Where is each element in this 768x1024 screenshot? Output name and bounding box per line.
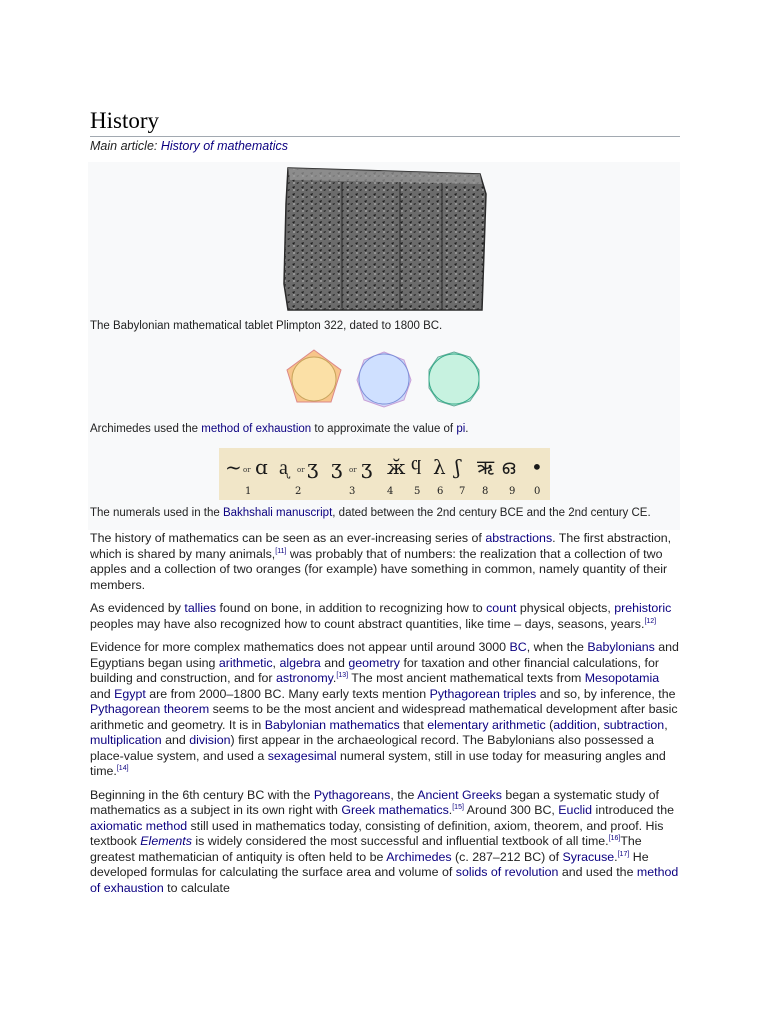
- link-syracuse[interactable]: Syracuse: [562, 849, 615, 864]
- link-algebra[interactable]: algebra: [279, 655, 321, 670]
- paragraph-1: The history of mathematics can be seen as an ever-increasing series of abstractions. The first abstraction, which is shared by many animals,[11] was probably that of numbers: the realization that a collection of two apples and a collection of two oranges (for example) have something in common, namely quantity of their members.: [90, 531, 672, 592]
- link-subtraction[interactable]: subtraction: [603, 717, 665, 732]
- numeral-label: 2: [295, 486, 302, 497]
- numeral-label: 4: [387, 486, 394, 497]
- link-tallies[interactable]: tallies: [184, 601, 217, 615]
- link-sexagesimal[interactable]: sexagesimal: [267, 748, 337, 763]
- numeral-glyph: ʒ: [361, 455, 373, 479]
- paragraph-2: As evidenced by tallies found on bone, in addition to recognizing how to count physical objects, prehistoric peoples may have also recognized how to count abstract quantities, like time – days, seasons, years.[12]: [90, 601, 672, 631]
- numeral-or: or: [349, 466, 357, 474]
- link-babylonians[interactable]: Babylonians: [587, 640, 655, 654]
- link-archimedes[interactable]: Archimedes: [386, 849, 452, 864]
- numeral-or: or: [243, 466, 251, 474]
- main-article-link[interactable]: History of mathematics: [160, 139, 288, 153]
- numeral-label: 8: [482, 486, 489, 497]
- caption-bakhshali: The numerals used in the Bakhshali manuscript, dated between the 2nd century BCE and the 2nd century CE.: [90, 507, 651, 519]
- link-method-of-exhaustion-2[interactable]: method of exhaustion: [90, 865, 679, 895]
- numeral-glyph: ʒ: [307, 455, 319, 479]
- link-abstractions[interactable]: abstractions: [485, 531, 553, 545]
- numeral-label: 9: [509, 486, 516, 497]
- link-greek-mathematics[interactable]: Greek mathematics: [341, 803, 449, 817]
- link-bakhshali-manuscript[interactable]: Bakhshali manuscript: [222, 507, 333, 519]
- ref-11[interactable]: [11]: [275, 547, 287, 555]
- caption-tablet: The Babylonian mathematical tablet Plimpton 322, dated to 1800 BC.: [90, 320, 443, 332]
- link-bc[interactable]: BC: [509, 640, 527, 654]
- link-solids-of-revolution[interactable]: solids of revolution: [455, 865, 559, 879]
- ref-13[interactable]: [13]: [336, 671, 349, 679]
- numeral-glyph: ऋ: [477, 455, 495, 479]
- ref-17[interactable]: [17]: [617, 850, 630, 858]
- link-method-of-exhaustion[interactable]: method of exhaustion: [201, 423, 312, 435]
- link-babylonian-mathematics[interactable]: Babylonian mathematics: [264, 717, 400, 732]
- method-of-exhaustion-diagram[interactable]: [284, 348, 484, 408]
- numeral-label: 0: [534, 486, 541, 497]
- ref-15[interactable]: [15]: [452, 803, 464, 811]
- numeral-or: or: [297, 466, 305, 474]
- article-body: [90, 531, 680, 904]
- numeral-label: 5: [414, 486, 421, 497]
- figure-box: [88, 162, 680, 530]
- bakhshali-numerals-image[interactable]: [219, 448, 550, 500]
- numeral-label: 6: [437, 486, 444, 497]
- link-axiomatic-method[interactable]: axiomatic method: [90, 818, 188, 833]
- link-elementary-arithmetic[interactable]: elementary arithmetic: [427, 717, 546, 732]
- numeral-glyph: ʒ: [331, 455, 343, 479]
- plimpton-322-tablet-image[interactable]: [282, 164, 487, 312]
- link-division[interactable]: division: [189, 733, 231, 747]
- ref-16[interactable]: [16]: [608, 834, 621, 842]
- link-arithmetic[interactable]: arithmetic: [218, 655, 273, 670]
- numeral-glyph: ~: [225, 455, 242, 479]
- link-count[interactable]: count: [486, 601, 517, 615]
- link-egypt[interactable]: Egypt: [114, 686, 146, 701]
- link-pythagorean-theorem[interactable]: Pythagorean theorem: [90, 702, 210, 716]
- caption-exhaustion: Archimedes used the method of exhaustion to approximate the value of pi.: [90, 423, 469, 435]
- ref-12[interactable]: [12]: [644, 617, 657, 625]
- link-pi[interactable]: pi: [456, 423, 466, 435]
- link-elements[interactable]: Elements: [140, 834, 192, 848]
- numeral-glyph: λ: [433, 455, 446, 479]
- paragraph-3: Evidence for more complex mathematics does not appear until around 3000 BC, when the Babylonians and Egyptians began using arithmetic, algebra and geometry for taxation and other financial calculations, for building and construction, and for astronomy.[13] The most ancient mathematical texts from Mesopotamia and Egypt are from 2000–1800 BC. Many early texts mention Pythagorean triples and so, by inference, the Pythagorean theorem seems to be the most ancient and widespread mathematical development after basic arithmetic and geometry. It is in Babylonian mathematics that elementary arithmetic (addition, subtraction, multiplication and division) first appear in the archaeological record. The Babylonians also possessed a place-value system, and used a sexagesimal numeral system, still in use today for measuring angles and time.[14]: [90, 640, 679, 778]
- link-multiplication[interactable]: multiplication: [90, 733, 162, 747]
- link-astronomy[interactable]: astronomy: [275, 671, 333, 685]
- section-heading: History: [90, 108, 680, 137]
- ref-14[interactable]: [14]: [116, 764, 129, 772]
- link-pythagorean-triples[interactable]: Pythagorean triples: [429, 686, 537, 701]
- link-euclid[interactable]: Euclid: [558, 803, 593, 817]
- numeral-glyph: ɑ: [255, 455, 268, 479]
- numeral-glyph: ʃ: [455, 455, 461, 479]
- link-pythagoreans[interactable]: Pythagoreans: [313, 787, 391, 802]
- link-ancient-greeks[interactable]: Ancient Greeks: [417, 787, 502, 802]
- link-geometry[interactable]: geometry: [348, 655, 400, 670]
- numeral-glyph: ϥ: [411, 455, 422, 479]
- link-addition[interactable]: addition: [553, 717, 597, 732]
- paragraph-4: Beginning in the 6th century BC with the Pythagoreans, the Ancient Greeks began a systematic study of mathematics as a subject in its own right with Greek mathematics.[15] Around 300 BC, Euclid introduced the axiomatic method still used in mathematics today, consisting of definition, axiom, theorem, and proof. His textbook Elements is widely considered the most successful and influential textbook of all time.[16]The greatest mathematician of antiquity is often held to be Archimedes (c. 287–212 BC) of Syracuse.[17] He developed formulas for calculating the surface area and volume of solids of revolution and used the method of exhaustion to calculate: [90, 787, 679, 895]
- numeral-glyph: •: [531, 455, 543, 479]
- hatnote: Main article: History of mathematics: [90, 139, 288, 153]
- numeral-label: 1: [245, 486, 252, 497]
- numeral-glyph: ᶏ: [279, 455, 288, 479]
- numeral-glyph: ӂ: [387, 455, 406, 479]
- numeral-glyph: ഒ: [501, 455, 516, 479]
- link-prehistoric[interactable]: prehistoric: [614, 601, 672, 615]
- numeral-label: 7: [459, 486, 466, 497]
- numeral-label: 3: [349, 486, 356, 497]
- link-mesopotamia[interactable]: Mesopotamia: [584, 671, 660, 685]
